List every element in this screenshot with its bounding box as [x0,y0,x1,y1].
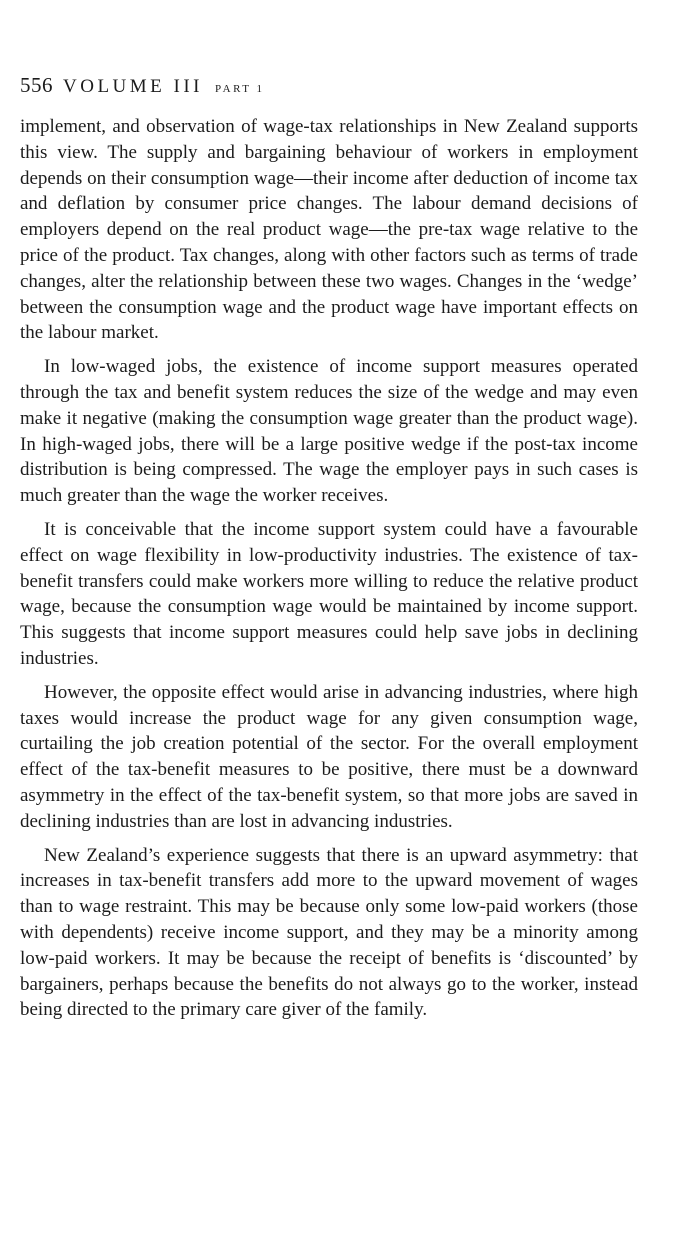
paragraph-continued: implement, and observation of wage-tax relationships in New Zealand supports this view. The supply and bargaining behaviour of workers in employment depends on their consumption wage—their income after deduction of income tax and deflation by consumer price changes. The labour demand decisions of employers depend on the real product wage—the pre-tax wage relative to the price of the product. Tax changes, along with other factors such as terms of trade changes, alter the relationship between these two wages. Changes in the ‘wedge’ between the consumption wage and the product wage have important effects on the labour market. [20,116,638,344]
body-text [20,114,638,1023]
page-number: 556 [20,73,53,97]
paragraph-advancing-industries: However, the opposite effect would arise in advancing industries, where high taxes would increase the product wage for any given consumption wage, curtailing the job creation potential of the sector. For the overall employment effect of the tax-benefit measures to be positive, there must be a downward asymmetry in the effect of the tax-benefit system, so that more jobs are saved in declining industries than are lost in advancing industries. [20,681,638,832]
paragraph-wage-flexibility: It is conceivable that the income support system could have a favourable effect on wage flexibility in low-productivity industries. The existence of tax-benefit transfers could make workers more willing to reduce the relative product wage, because the consumption wage would be maintained by income support. This suggests that income support measures could help save jobs in declining industries. [20,518,638,669]
running-head [20,70,265,100]
paragraph-upward-asymmetry: New Zealand’s experience suggests that there is an upward asymmetry: that increases in tax-benefit transfers add more to the upward movement of wages than to wage restraint. This may be because only some low-paid workers (those with dependents) receive income support, and they may be a minority among low-paid workers. It may be because the receipt of benefits is ‘discounted’ by bargainers, perhaps because the benefits do not always go to the worker, instead being directed to the primary care giver of the family. [20,844,638,1021]
paragraph-low-waged-jobs: In low-waged jobs, the existence of income support measures operated through the tax and benefit system reduces the size of the wedge and may even make it negative (making the consumption wage greater than the product wage). In high-waged jobs, there will be a large positive wedge if the post-tax income distribution is being compressed. The wage the employer pays in such cases is much greater than the wage the worker receives. [20,356,638,507]
volume-label: VOLUME III [63,76,204,97]
part-label: PART 1 [215,83,265,95]
